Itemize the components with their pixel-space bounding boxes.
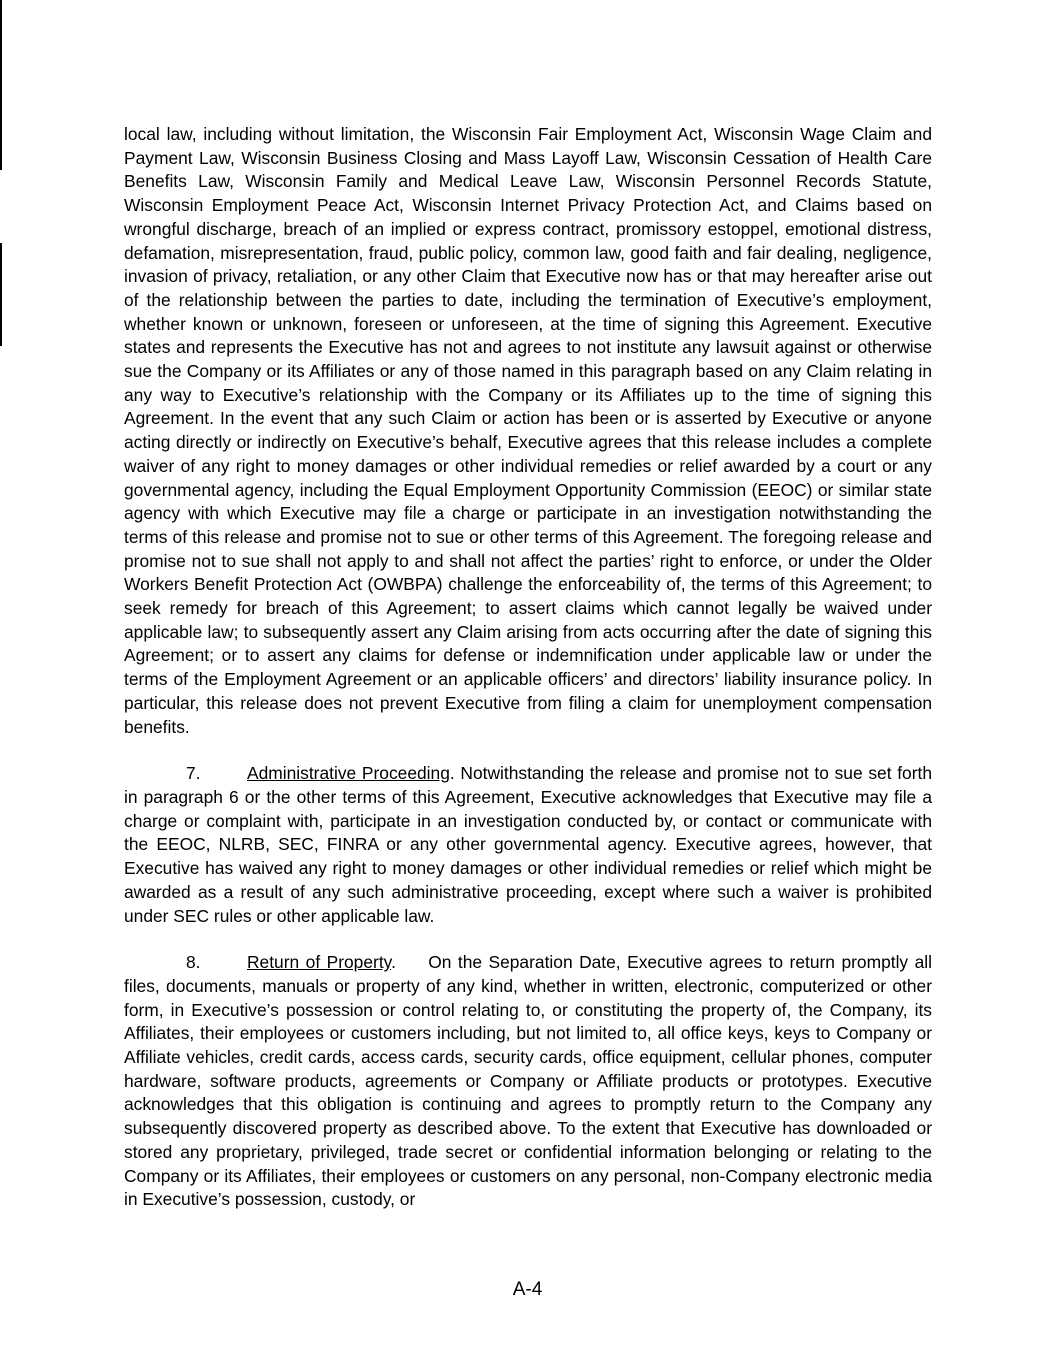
page-number: A-4 [512, 1279, 543, 1300]
section-7-number: 7. [186, 763, 201, 784]
revision-bar-top [0, 0, 2, 170]
section-8-number: 8. [186, 952, 201, 973]
section-8-heading: Return of Property [247, 952, 392, 973]
paragraph-6-continued: local law, including without limitation, the Wisconsin Fair Employment Act, Wisconsin Wage Claim and Payment Law, Wisconsin Business Closing and Mass Layoff Law, Wisconsin Cessation of Health Care Benefits Law, Wisconsin Family and Medical Leave Law, Wisconsin Personnel Records Statute, Wisconsin Employment Peace Act, Wisconsin Internet Privacy Protection Act, and Claims based on wrongful discharge, breach of an implied or express contract, promissory estoppel, emotional distress, defamation, misrepresentation, fraud, public policy, common law, good faith and fair dealing, negligence, invasion of privacy, retaliation, or any other Claim that Executive now has or that may hereafter arise out of the relationship between the parties to date, including the termination of Executive’s employment, whether known or unknown, foreseen or unforeseen, at the time of signing this Agreement. Executive states and represents the Executive has not and agrees to not institute any lawsuit against or otherwise sue the Company or its Affiliates or any of those named in this paragraph based on any Claim relating in any way to Executive’s relationship with the Company or its Affiliates up to the time of signing this Agreement. In the event that any such Claim or action has been or is asserted by Executive or anyone acting directly or indirectly on Executive’s behalf, Executive agrees that this release includes a complete waiver of any right to money damages or other individual remedies or relief awarded by a court or any governmental agency, including the Equal Employment Opportunity Commission (EEOC) or similar state agency with which Executive may file a charge or participate in an investigation notwithstanding the terms of this release and promise not to sue or other terms of this Agreement. The foregoing release and promise not to sue shall not apply to and shall not affect the parties’ right to enforce, or under the Older Workers Benefit Protection Act (OWBPA) challenge the enforceability of, the terms of this Agreement; to seek remedy for breach of this Agreement; to assert claims which cannot legally be waived under applicable law; to subsequently assert any Claim arising from acts occurring after the date of signing this Agreement; or to assert any claims for defense or indemnification under applicable law or under the terms of the Employment Agreement or an applicable officers’ and directors’ liability insurance policy. In particular, this release does not prevent Executive from filing a claim for unemployment compensation benefits. [124, 124, 932, 737]
section-7-body: . Notwithstanding the release and promise not to sue set forth in paragraph 6 or the other terms of this Agreement, Executive acknowledges that Executive may file a charge or complaint with, participate in an investigation conducted by, or contact or communicate with the EEOC, NLRB, SEC, FINRA or any other governmental agency. Executive agrees, however, that Executive has waived any right to money damages or other individual remedies or relief which might be awarded as a result of any such administrative proceeding, except where such a waiver is prohibited under SEC rules or other applicable law. [124, 763, 932, 926]
document-body [124, 123, 937, 1212]
section-7 [124, 762, 932, 928]
revision-bar-middle [0, 243, 2, 346]
section-8 [124, 951, 937, 1212]
section-7-heading: Administrative Proceeding [247, 763, 450, 784]
section-8-body: . On the Separation Date, Executive agrees to return promptly all files, documents, manuals or property of any kind, whether in written, electronic, computerized or other form, in Executive’s possession or control relating to, or constituting the property of, the Company, its Affiliates, their employees or customers including, but not limited to, all office keys, keys to Company or Affiliate vehicles, credit cards, access cards, security cards, office equipment, cellular phones, computer hardware, software products, agreements or Company or Affiliate products or prototypes. Executive acknowledges that this obligation is continuing and agrees to promptly return to the Company any subsequently discovered property as described above. To the extent that Executive has downloaded or stored any proprietary, privileged, trade secret or confidential information belonging or relating to the Company or its Affiliates, their employees or customers on any personal, non-Company electronic media in Executive’s possession, custody, or [124, 952, 937, 1210]
